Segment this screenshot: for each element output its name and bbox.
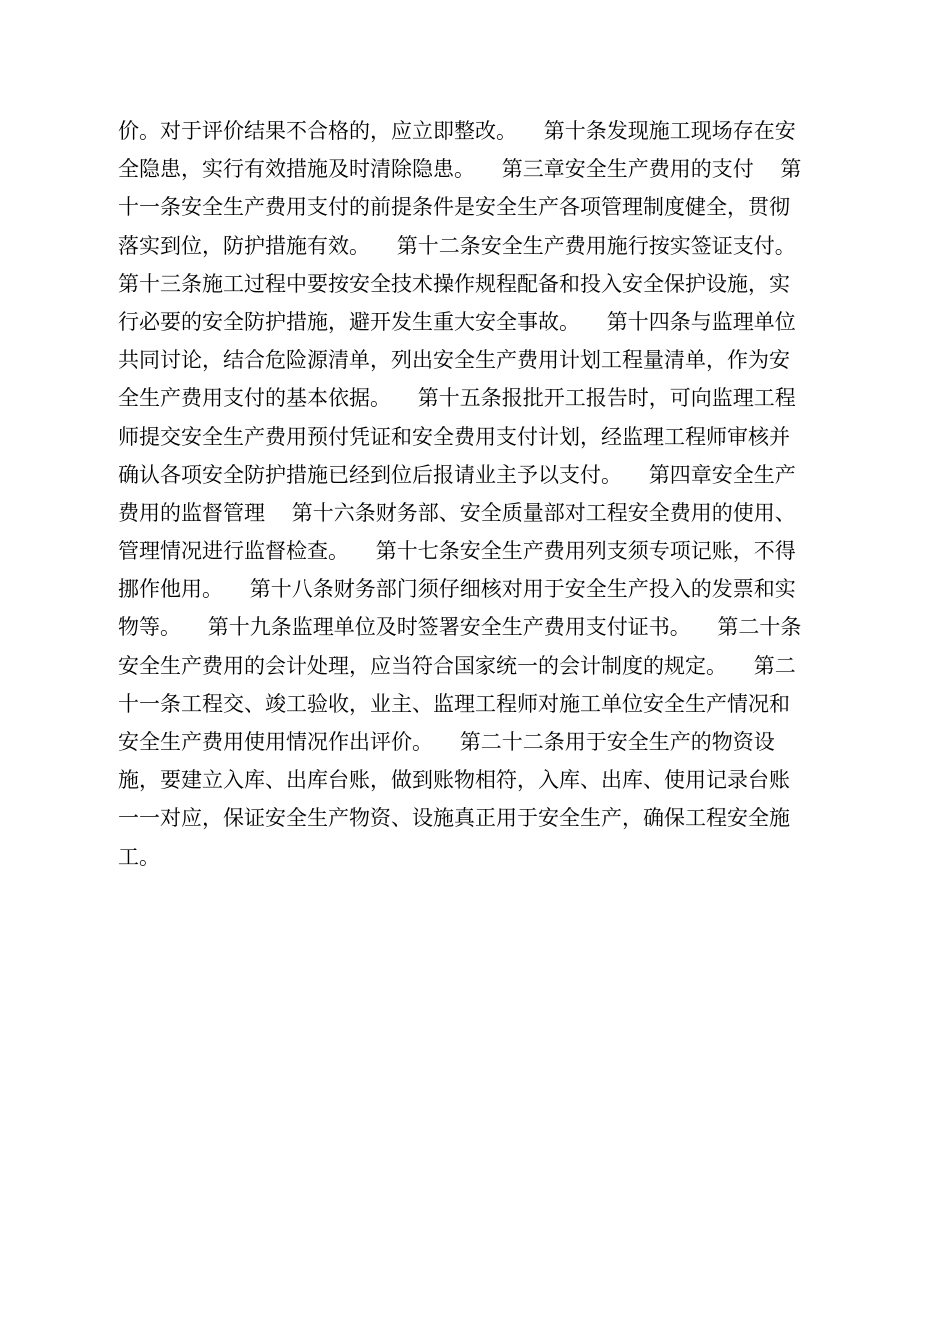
text-line: 共同讨论，结合危险源清单，列出安全生产费用计划工程量清单，作为安 [118,348,790,373]
text-line: 落实到位，防护措施有效。 第十二条安全生产费用施行按实签证支付。 [118,233,796,258]
text-line: 价。对于评价结果不合格的，应立即整改。 第十条发现施工现场存在安 [118,119,796,143]
text-line: 第十三条施工过程中要按安全技术操作规程配备和投入安全保护设施，实 [118,271,790,296]
text-line: 管理情况进行监督检查。 第十七条安全生产费用列支须专项记账，不得 [118,539,796,564]
text-line: 全隐患，实行有效措施及时清除隐患。 第三章安全生产费用的支付 第 [118,157,802,182]
text-line: 安全生产费用使用情况作出评价。 第二十二条用于安全生产的物资设 [118,730,775,754]
text-line: 师提交安全生产费用预付凭证和安全费用支付计划，经监理工程师审核并 [118,424,790,449]
text-line: 行必要的安全防护措施，避开发生重大安全事故。 第十四条与监理单位 [118,309,796,334]
text-line: 挪作他用。 第十八条财务部门须仔细核对用于安全生产投入的发票和实 [118,577,796,602]
text-line: 安全生产费用的会计处理，应当符合国家统一的会计制度的规定。 第二 [118,653,796,678]
text-line: 施，要建立入库、出库台账，做到账物相符，入库、出库、使用记录台账 [118,768,790,793]
text-line: 费用的监督管理 第十六条财务部、安全质量部对工程安全费用的使用、 [118,500,796,525]
text-line: 十一条工程交、竣工验收，业主、监理工程师对施工单位安全生产情况和 [118,691,790,716]
text-line: 十一条安全生产费用支付的前提条件是安全生产各项管理制度健全，贯彻 [118,195,790,220]
text-line: 物等。 第十九条监理单位及时签署安全生产费用支付证书。 第二十条 [118,615,802,640]
text-line: 工。 [118,844,160,869]
body-text [118,112,838,876]
text-line: 一一对应，保证安全生产物资、设施真正用于安全生产，确保工程安全施 [118,806,790,831]
text-line: 确认各项安全防护措施已经到位后报请业主予以支付。 第四章安全生产 [118,462,796,487]
text-line: 全生产费用支付的基本依据。 第十五条报批开工报告时，可向监理工程 [118,386,796,411]
